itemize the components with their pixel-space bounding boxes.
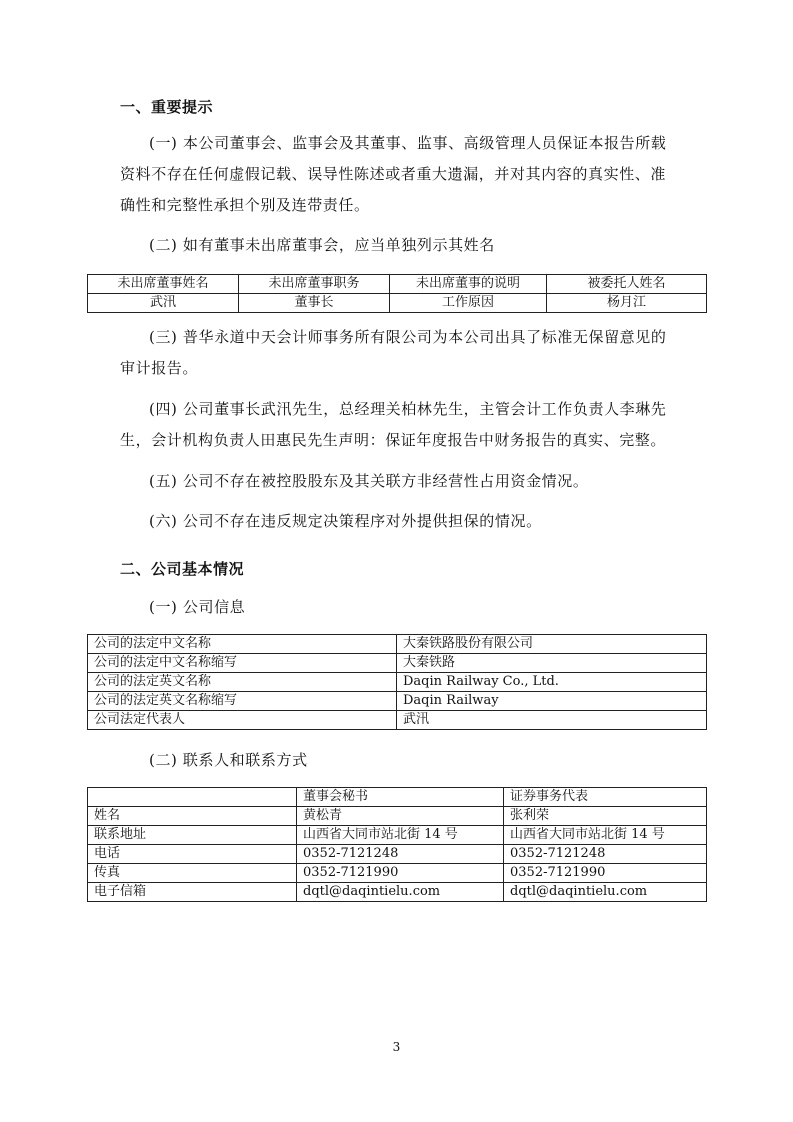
company-info-table bbox=[87, 634, 707, 730]
table-row bbox=[88, 826, 707, 845]
table-cell-label: 电话 bbox=[88, 845, 297, 864]
table-cell: 0352-7121248 bbox=[297, 845, 504, 864]
table-row bbox=[88, 864, 707, 883]
section-heading-company-basics: 二、公司基本情况 bbox=[120, 560, 245, 578]
table-cell: 山西省大同市站北街 14 号 bbox=[504, 826, 707, 845]
page-number: 3 bbox=[392, 1040, 401, 1054]
table-cell-label: 传真 bbox=[88, 864, 297, 883]
subheading-contacts: (二) 联系人和联系方式 bbox=[149, 751, 308, 769]
table-cell: 工作原因 bbox=[390, 294, 547, 313]
table-cell: 山西省大同市站北街 14 号 bbox=[297, 826, 504, 845]
table-cell: 0352-7121248 bbox=[504, 845, 707, 864]
table-row bbox=[88, 883, 707, 902]
table-header-cell: 未出席董事姓名 bbox=[88, 275, 239, 294]
table-cell-label: 姓名 bbox=[88, 807, 297, 826]
table-cell-value: 大秦铁路股份有限公司 bbox=[397, 635, 707, 654]
table-cell: 武汛 bbox=[88, 294, 239, 313]
table-header-row bbox=[88, 788, 707, 807]
table-row bbox=[88, 692, 707, 711]
table-cell-value: Daqin Railway bbox=[397, 692, 707, 711]
table-row bbox=[88, 711, 707, 730]
table-cell-label: 联系地址 bbox=[88, 826, 297, 845]
notice-paragraph-6: (六) 公司不存在违反规定决策程序对外提供担保的情况。 bbox=[149, 512, 542, 530]
absent-directors-table bbox=[87, 274, 707, 313]
table-cell-label: 公司的法定英文名称缩写 bbox=[88, 692, 397, 711]
table-row bbox=[88, 807, 707, 826]
table-cell-label: 电子信箱 bbox=[88, 883, 297, 902]
table-header-cell: 被委托人姓名 bbox=[547, 275, 707, 294]
notice-paragraph-3: (三) 普华永道中天会计师事务所有限公司为本公司出具了标准无保留意见的审计报告。 bbox=[120, 328, 667, 377]
table-cell-value: 大秦铁路 bbox=[397, 654, 707, 673]
table-cell-value: Daqin Railway Co., Ltd. bbox=[397, 673, 707, 692]
table-cell: 董事长 bbox=[239, 294, 390, 313]
table-cell: dqtl@daqintielu.com bbox=[504, 883, 707, 902]
table-cell: 0352-7121990 bbox=[297, 864, 504, 883]
table-header-cell: 未出席董事职务 bbox=[239, 275, 390, 294]
notice-paragraph-4: (四) 公司董事长武汛先生，总经理关柏林先生，主管会计工作负责人李琳先生，会计机构负责人田惠民先生声明：保证年度报告中财务报告的真实、完整。 bbox=[120, 400, 667, 449]
table-header-cell: 未出席董事的说明 bbox=[390, 275, 547, 294]
table-cell: 杨月江 bbox=[547, 294, 707, 313]
absent-directors-table-clip bbox=[0, 0, 793, 313]
notice-paragraph-1: (一) 本公司董事会、监事会及其董事、监事、高级管理人员保证本报告所载资料不存在任何虚假记载、误导性陈述或者重大遗漏，并对其内容的真实性、准确性和完整性承担个别及连带责任。 bbox=[120, 134, 667, 214]
table-cell-value: 武汛 bbox=[397, 711, 707, 730]
table-cell-label: 公司的法定中文名称 bbox=[88, 635, 397, 654]
table-row bbox=[88, 845, 707, 864]
table-cell: dqtl@daqintielu.com bbox=[297, 883, 504, 902]
table-header-cell bbox=[88, 788, 297, 807]
table-cell: 张利荣 bbox=[504, 807, 707, 826]
table-row bbox=[88, 654, 707, 673]
table-cell-label: 公司的法定英文名称 bbox=[88, 673, 397, 692]
contact-table bbox=[87, 787, 707, 902]
table-cell-label: 公司法定代表人 bbox=[88, 711, 397, 730]
notice-paragraph-5: (五) 公司不存在被控股股东及其关联方非经营性占用资金情况。 bbox=[149, 472, 589, 490]
subheading-company-info: (一) 公司信息 bbox=[149, 598, 246, 616]
table-header-cell: 证券事务代表 bbox=[504, 788, 707, 807]
table-cell: 0352-7121990 bbox=[504, 864, 707, 883]
table-row bbox=[88, 635, 707, 654]
section-heading-important-notice: 一、重要提示 bbox=[120, 98, 214, 116]
table-header-cell: 董事会秘书 bbox=[297, 788, 504, 807]
notice-paragraph-2: (二) 如有董事未出席董事会，应当单独列示其姓名 bbox=[149, 236, 495, 254]
table-cell-label: 公司的法定中文名称缩写 bbox=[88, 654, 397, 673]
table-header-row bbox=[88, 275, 707, 294]
table-cell: 黄松青 bbox=[297, 807, 504, 826]
table-row bbox=[88, 294, 707, 313]
table-row bbox=[88, 673, 707, 692]
